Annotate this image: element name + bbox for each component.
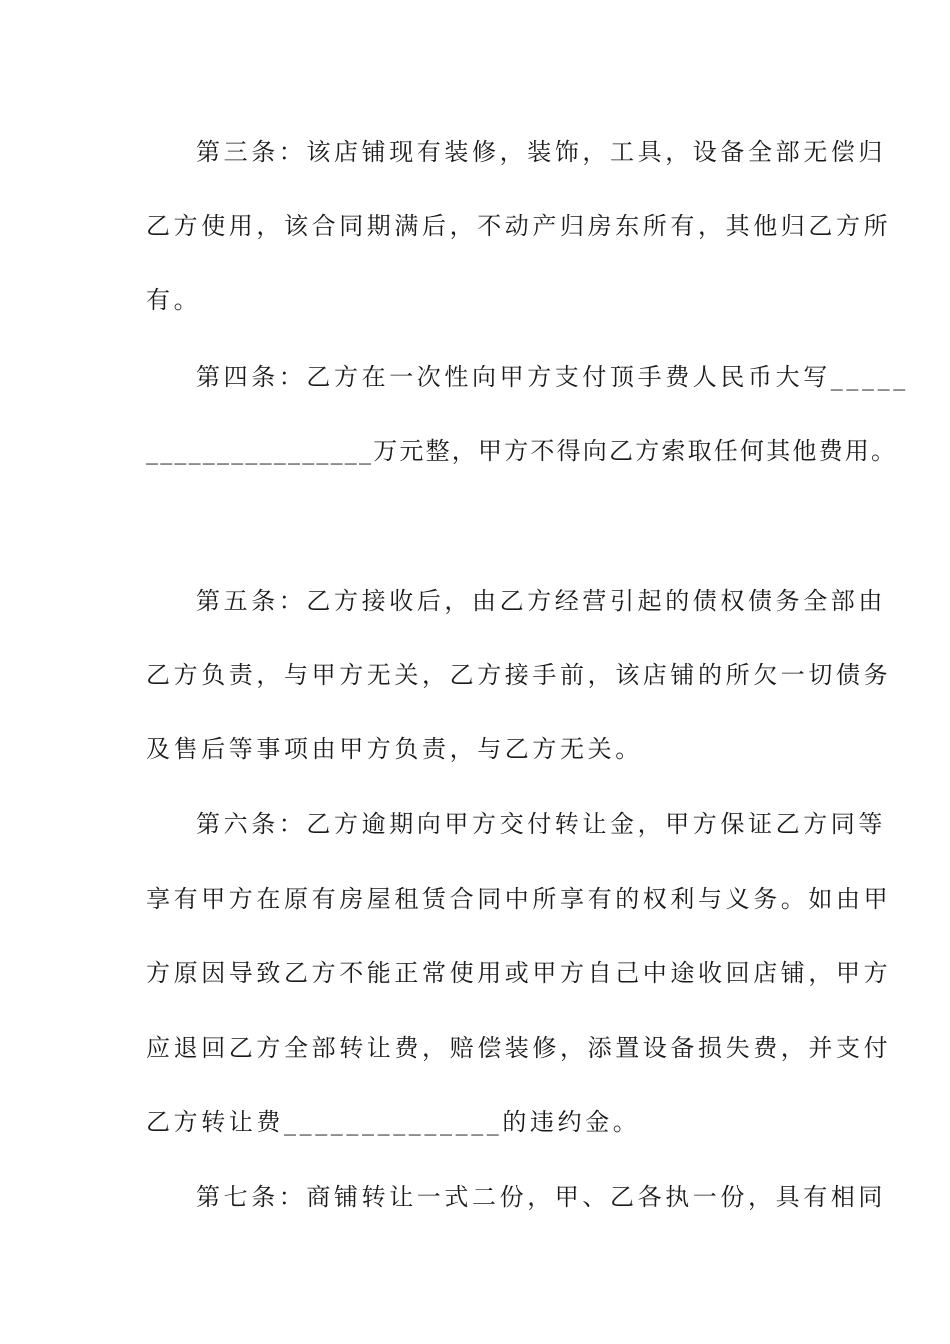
- article-4-line-2: ________________万元整，甲方不得向乙方索取任何其他费用。: [146, 437, 898, 465]
- article-3-line-2: 乙方使用，该合同期满后，不动产归房东所有，其他归乙方所: [146, 212, 892, 240]
- article-6-line-3: 方原因导致乙方不能正常使用或甲方自己中途收回店铺，甲方: [146, 959, 892, 987]
- article-7-line-1: 第七条：商铺转让一式二份，甲、乙各执一份，具有相同: [196, 1183, 886, 1211]
- article-3-line-1: 第三条：该店铺现有装修，装饰，工具，设备全部无偿归: [196, 138, 886, 166]
- article-6-line-5: 乙方转让费______________的违约金。: [146, 1108, 641, 1136]
- article-6-line-1: 第六条：乙方逾期向甲方交付转让金，甲方保证乙方同等: [196, 810, 886, 838]
- article-4-line-1: 第四条：乙方在一次性向甲方支付顶手费人民币大写_____: [196, 363, 909, 391]
- article-3-line-3: 有。: [146, 286, 202, 314]
- article-6-line-4: 应退回乙方全部转让费，赔偿装修，添置设备损失费，并支付: [146, 1034, 892, 1062]
- article-6-line-2: 享有甲方在原有房屋租赁合同中所享有的权利与义务。如由甲: [146, 885, 892, 913]
- article-5-line-2: 乙方负责，与甲方无关，乙方接手前，该店铺的所欠一切债务: [146, 661, 892, 689]
- article-5-line-3: 及售后等事项由甲方负责，与乙方无关。: [146, 735, 643, 763]
- article-5-line-1: 第五条：乙方接收后，由乙方经营引起的债权债务全部由: [196, 587, 886, 615]
